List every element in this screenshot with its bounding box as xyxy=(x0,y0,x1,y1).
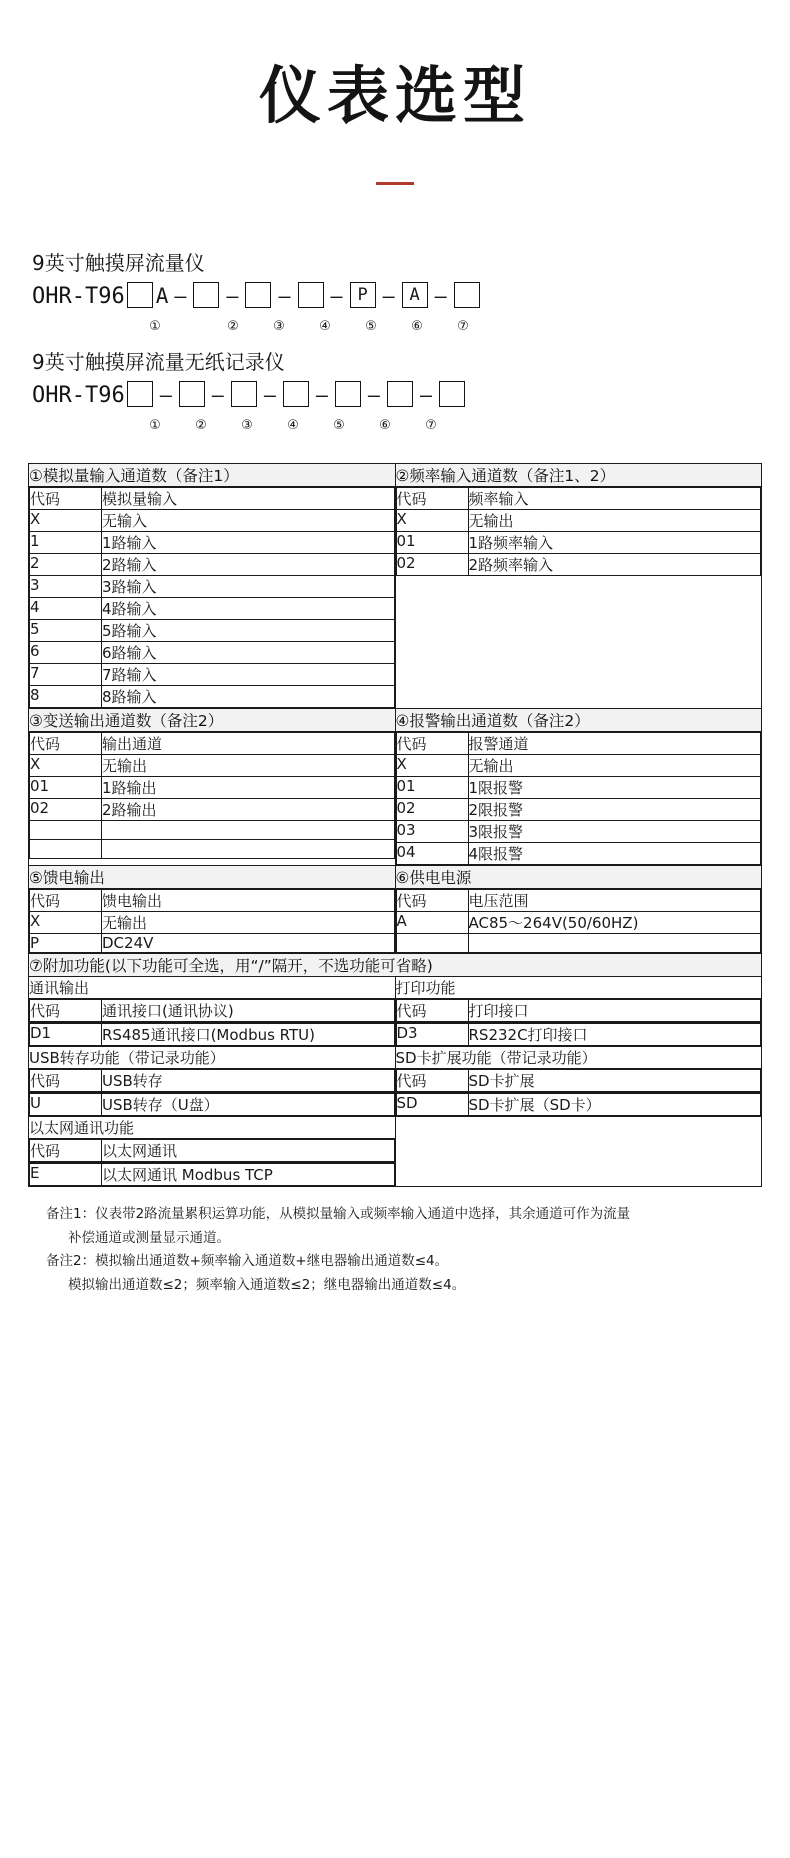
table-row xyxy=(30,576,395,598)
model-1-index-2: ② xyxy=(227,318,239,334)
section-5-colhead xyxy=(30,890,395,912)
row-g3-colhead xyxy=(29,1139,762,1163)
row-section-7-header xyxy=(29,954,762,977)
model-2-index-row xyxy=(32,417,790,433)
dash-2: – xyxy=(226,284,239,309)
cell-code: 02 xyxy=(396,554,468,576)
section-3-table xyxy=(29,732,395,859)
table-row xyxy=(30,510,395,532)
cell-col-code: 代码 xyxy=(30,1140,102,1162)
section-6-header: ⑥供电电源 xyxy=(395,866,762,889)
table-row xyxy=(30,1164,395,1186)
cell-col-value: SD卡扩展 xyxy=(468,1070,761,1092)
section-4-col-code: 代码 xyxy=(396,733,468,755)
model-1-index-row xyxy=(32,318,790,334)
cell-value: 无输出 xyxy=(102,755,395,777)
section-1-col-value: 模拟量输入 xyxy=(102,488,395,510)
model-2-slot-7[interactable] xyxy=(439,381,465,407)
model-1-fixed-a: A xyxy=(155,284,169,309)
row-section-3-4-header xyxy=(29,709,762,732)
model-1-slot-6[interactable]: A xyxy=(402,282,428,308)
table-row xyxy=(30,777,395,799)
section-3-body xyxy=(29,732,396,866)
cell-code: 7 xyxy=(30,664,102,686)
section-4-body xyxy=(395,732,762,866)
m2-dash-5: – xyxy=(367,383,380,408)
model-1-slot-1[interactable] xyxy=(127,282,153,308)
section-3-header: ③变送输出通道数（备注2） xyxy=(29,709,396,732)
model-2-name: 9英寸触摸屏流量无纸记录仪 xyxy=(32,350,285,375)
table-row xyxy=(396,532,761,554)
cell-code: 4 xyxy=(30,598,102,620)
model-1-index-5: ⑤ xyxy=(365,318,377,334)
model-2-slot-3[interactable] xyxy=(231,381,257,407)
cell-value: 4路输入 xyxy=(102,598,395,620)
cell-value: 4限报警 xyxy=(468,843,761,865)
cell-value: 2路频率输入 xyxy=(468,554,761,576)
cell-code: E xyxy=(30,1164,102,1186)
section-5-header: ⑤馈电输出 xyxy=(29,866,396,889)
cell-value: 7路输入 xyxy=(102,664,395,686)
table-row-spacer xyxy=(396,934,761,953)
dash-3: – xyxy=(278,284,291,309)
group-1-left-title: 通讯输出 xyxy=(29,977,396,999)
group-2-left-title: USB转存功能（带记录功能） xyxy=(29,1047,396,1069)
section-6-table xyxy=(396,889,762,953)
model-1-slot-2[interactable] xyxy=(193,282,219,308)
table-row xyxy=(30,1094,395,1116)
cell-code: P xyxy=(30,934,102,953)
cell-code: 6 xyxy=(30,642,102,664)
cell-value: SD卡扩展（SD卡） xyxy=(468,1094,761,1116)
section-1-col-code: 代码 xyxy=(30,488,102,510)
table-row xyxy=(396,912,761,934)
section-6-colhead xyxy=(396,890,761,912)
cell-code: X xyxy=(30,912,102,934)
cell-value: 2限报警 xyxy=(468,799,761,821)
model-2-index-1: ① xyxy=(149,417,161,433)
row-section-3-4-body xyxy=(29,732,762,866)
table-row-spacer xyxy=(30,840,395,859)
model-1-code-row xyxy=(32,282,790,316)
table-row xyxy=(396,755,761,777)
section-1-header: ①模拟量输入通道数（备注1） xyxy=(29,464,396,487)
section-4-colhead xyxy=(396,733,761,755)
cell-value: 5路输入 xyxy=(102,620,395,642)
table-row xyxy=(396,554,761,576)
group-3-right-empty-2 xyxy=(395,1139,762,1163)
cell-code: 04 xyxy=(396,843,468,865)
cell-code: 01 xyxy=(30,777,102,799)
cell-code: X xyxy=(396,755,468,777)
model-2-index-6: ⑥ xyxy=(379,417,391,433)
cell-col-value: USB转存 xyxy=(102,1070,395,1092)
model-2-prefix: OHR-T96 xyxy=(32,383,125,409)
cell-code: U xyxy=(30,1094,102,1116)
cell-code: 8 xyxy=(30,686,102,708)
section-5-body xyxy=(29,889,396,954)
cell-value: 8路输入 xyxy=(102,686,395,708)
cell-value: RS232C打印接口 xyxy=(468,1024,761,1046)
cell-code: X xyxy=(30,510,102,532)
section-6-col-value: 电压范围 xyxy=(468,890,761,912)
group-2-left-row xyxy=(29,1093,396,1117)
section-2-col-value: 频率输入 xyxy=(468,488,761,510)
table-row xyxy=(30,686,395,708)
group-2-right-colhead xyxy=(395,1069,762,1093)
table-row xyxy=(30,598,395,620)
cell-value: 6路输入 xyxy=(102,642,395,664)
table-row-spacer xyxy=(30,821,395,840)
group-3-left-row xyxy=(29,1163,396,1187)
cell-code: 02 xyxy=(30,799,102,821)
section-7-header: ⑦附加功能(以下功能可全选，用“/”隔开，不选功能可省略) xyxy=(29,954,762,977)
cell-value: 1限报警 xyxy=(468,777,761,799)
model-2-index-3: ③ xyxy=(241,417,253,433)
section-5-col-code: 代码 xyxy=(30,890,102,912)
group-3-right-empty xyxy=(395,1117,762,1139)
section-2-col-code: 代码 xyxy=(396,488,468,510)
model-1-index-4: ④ xyxy=(319,318,331,334)
cell-code: 5 xyxy=(30,620,102,642)
section-4-col-value: 报警通道 xyxy=(468,733,761,755)
cell-col-value: 以太网通讯 xyxy=(102,1140,395,1162)
table-row xyxy=(30,532,395,554)
section-4-header: ④报警输出通道数（备注2） xyxy=(395,709,762,732)
group-2-left-colhead xyxy=(29,1069,396,1093)
cell-value: 1路输出 xyxy=(102,777,395,799)
model-2-slot-6[interactable] xyxy=(387,381,413,407)
model-1-index-1: ① xyxy=(149,318,161,334)
section-1-body xyxy=(29,487,396,709)
cell-value: DC24V xyxy=(102,934,395,953)
table-row xyxy=(30,1024,395,1046)
cell-code: SD xyxy=(396,1094,468,1116)
table-row xyxy=(396,510,761,532)
section-1-table xyxy=(29,487,395,708)
cell-value: 2路输入 xyxy=(102,554,395,576)
table-row xyxy=(30,799,395,821)
row-g2-colheads xyxy=(29,1069,762,1093)
cell-col-code: 代码 xyxy=(396,1000,468,1022)
note-2-cont: 模拟输出通道数≤2；频率输入通道数≤2；继电器输出通道数≤4。 xyxy=(68,1277,466,1294)
section-5-table xyxy=(29,889,395,953)
m2-dash-6: – xyxy=(419,383,432,408)
cell-value: 无输入 xyxy=(102,510,395,532)
model-1-slot-7[interactable] xyxy=(454,282,480,308)
cell-code: 01 xyxy=(396,532,468,554)
cell-value: 无输出 xyxy=(468,510,761,532)
m2-dash-3: – xyxy=(263,383,276,408)
note-1: 备注1：仪表带2路流量累积运算功能，从模拟量输入或频率输入通道中选择，其余通道可作为流量 xyxy=(46,1206,631,1223)
row-g1-titles xyxy=(29,977,762,999)
cell-col-value: 通讯接口(通讯协议) xyxy=(102,1000,395,1022)
row-g1-values xyxy=(29,1023,762,1047)
group-1-right-title: 打印功能 xyxy=(395,977,762,999)
cell-col-code: 代码 xyxy=(30,1000,102,1022)
cell-value: 1路输入 xyxy=(102,532,395,554)
table-row xyxy=(30,642,395,664)
dash-4: – xyxy=(330,284,343,309)
section-2-colhead xyxy=(396,488,761,510)
cell-col-code: 代码 xyxy=(30,1070,102,1092)
table-row xyxy=(30,912,395,934)
cell-col-code: 代码 xyxy=(396,1070,468,1092)
model-1-slot-4[interactable] xyxy=(298,282,324,308)
model-2-slot-2[interactable] xyxy=(179,381,205,407)
cell-code: 1 xyxy=(30,532,102,554)
row-g3-value xyxy=(29,1163,762,1187)
cell-code: D3 xyxy=(396,1024,468,1046)
notes-block xyxy=(0,1187,790,1328)
group-1-right-row xyxy=(395,1023,762,1047)
section-1-colhead xyxy=(30,488,395,510)
cell-code: 2 xyxy=(30,554,102,576)
model-1-name: 9英寸触摸屏流量仪 xyxy=(32,251,205,276)
cell-value: 3限报警 xyxy=(468,821,761,843)
model-2-slot-4[interactable] xyxy=(283,381,309,407)
cell-code: A xyxy=(396,912,468,934)
cell-value: 无输出 xyxy=(102,912,395,934)
table-row xyxy=(396,843,761,865)
model-1-slot-3[interactable] xyxy=(245,282,271,308)
model-1-slot-5[interactable]: P xyxy=(350,282,376,308)
model-2-slot-5[interactable] xyxy=(335,381,361,407)
spec-table xyxy=(28,463,762,1187)
cell-value: 无输出 xyxy=(468,755,761,777)
model-2-index-7: ⑦ xyxy=(425,417,437,433)
row-g3-title xyxy=(29,1117,762,1139)
dash-5: – xyxy=(382,284,395,309)
cell-code: D1 xyxy=(30,1024,102,1046)
model-2-slot-1[interactable] xyxy=(127,381,153,407)
row-section-5-6-header xyxy=(29,866,762,889)
table-row xyxy=(396,821,761,843)
cell-value: RS485通讯接口(Modbus RTU) xyxy=(102,1024,395,1046)
table-row xyxy=(396,1094,761,1116)
dash-1: – xyxy=(174,284,187,309)
cell-col-value: 打印接口 xyxy=(468,1000,761,1022)
row-section-5-6-body xyxy=(29,889,762,954)
cell-value: 1路频率输入 xyxy=(468,532,761,554)
m2-dash-1: – xyxy=(159,383,172,408)
section-3-col-value: 输出通道 xyxy=(102,733,395,755)
model-2-index-4: ④ xyxy=(287,417,299,433)
model-1-index-6: ⑥ xyxy=(411,318,423,334)
section-6-body xyxy=(395,889,762,954)
cell-code: 02 xyxy=(396,799,468,821)
m2-dash-4: – xyxy=(315,383,328,408)
cell-code: 01 xyxy=(396,777,468,799)
row-g2-values xyxy=(29,1093,762,1117)
model-code-block xyxy=(0,185,790,433)
dash-6: – xyxy=(434,284,447,309)
section-2-header: ②频率输入通道数（备注1、2） xyxy=(395,464,762,487)
cell-value: USB转存（U盘） xyxy=(102,1094,395,1116)
section-3-col-code: 代码 xyxy=(30,733,102,755)
cell-code: 03 xyxy=(396,821,468,843)
group-1-left-colhead xyxy=(29,999,396,1023)
note-2: 备注2：模拟输出通道数+频率输入通道数+继电器输出通道数≤4。 xyxy=(46,1253,449,1270)
table-row xyxy=(30,664,395,686)
group-2-right-row xyxy=(395,1093,762,1117)
table-row xyxy=(30,554,395,576)
row-section-1-2-header xyxy=(29,464,762,487)
cell-value: AC85～264V(50/60HZ) xyxy=(468,912,761,934)
model-2-code-row xyxy=(32,381,790,415)
section-2-body xyxy=(395,487,762,709)
group-3-left-title: 以太网通讯功能 xyxy=(29,1117,396,1139)
section-3-colhead xyxy=(30,733,395,755)
model-1-prefix: OHR-T96 xyxy=(32,284,125,310)
cell-value: 2路输出 xyxy=(102,799,395,821)
cell-code: X xyxy=(30,755,102,777)
table-row xyxy=(30,934,395,953)
cell-value: 3路输入 xyxy=(102,576,395,598)
group-2-right-title: SD卡扩展功能（带记录功能） xyxy=(395,1047,762,1069)
table-row xyxy=(30,755,395,777)
model-1-index-7: ⑦ xyxy=(457,318,469,334)
m2-dash-2: – xyxy=(211,383,224,408)
group-3-right-empty-3 xyxy=(395,1163,762,1187)
spec-table-wrap xyxy=(0,445,790,1187)
page-title: 仪表选型 xyxy=(258,59,531,132)
cell-code: X xyxy=(396,510,468,532)
group-3-left-colhead xyxy=(29,1139,396,1163)
note-1-cont: 补偿通道或测量显示通道。 xyxy=(68,1229,230,1246)
row-section-1-2-body xyxy=(29,487,762,709)
section-4-table xyxy=(396,732,762,865)
section-2-table xyxy=(396,487,762,576)
table-row xyxy=(30,620,395,642)
section-6-col-code: 代码 xyxy=(396,890,468,912)
table-row xyxy=(396,799,761,821)
model-1-index-3: ③ xyxy=(273,318,285,334)
row-g2-titles xyxy=(29,1047,762,1069)
model-2-index-5: ⑤ xyxy=(333,417,345,433)
row-g1-colheads xyxy=(29,999,762,1023)
title-block xyxy=(0,0,790,185)
table-row xyxy=(396,777,761,799)
cell-value: 以太网通讯 Modbus TCP xyxy=(102,1164,395,1186)
group-1-left-row xyxy=(29,1023,396,1047)
model-2-index-2: ② xyxy=(195,417,207,433)
cell-code: 3 xyxy=(30,576,102,598)
group-1-right-colhead xyxy=(395,999,762,1023)
table-row xyxy=(396,1024,761,1046)
section-5-col-value: 馈电输出 xyxy=(102,890,395,912)
